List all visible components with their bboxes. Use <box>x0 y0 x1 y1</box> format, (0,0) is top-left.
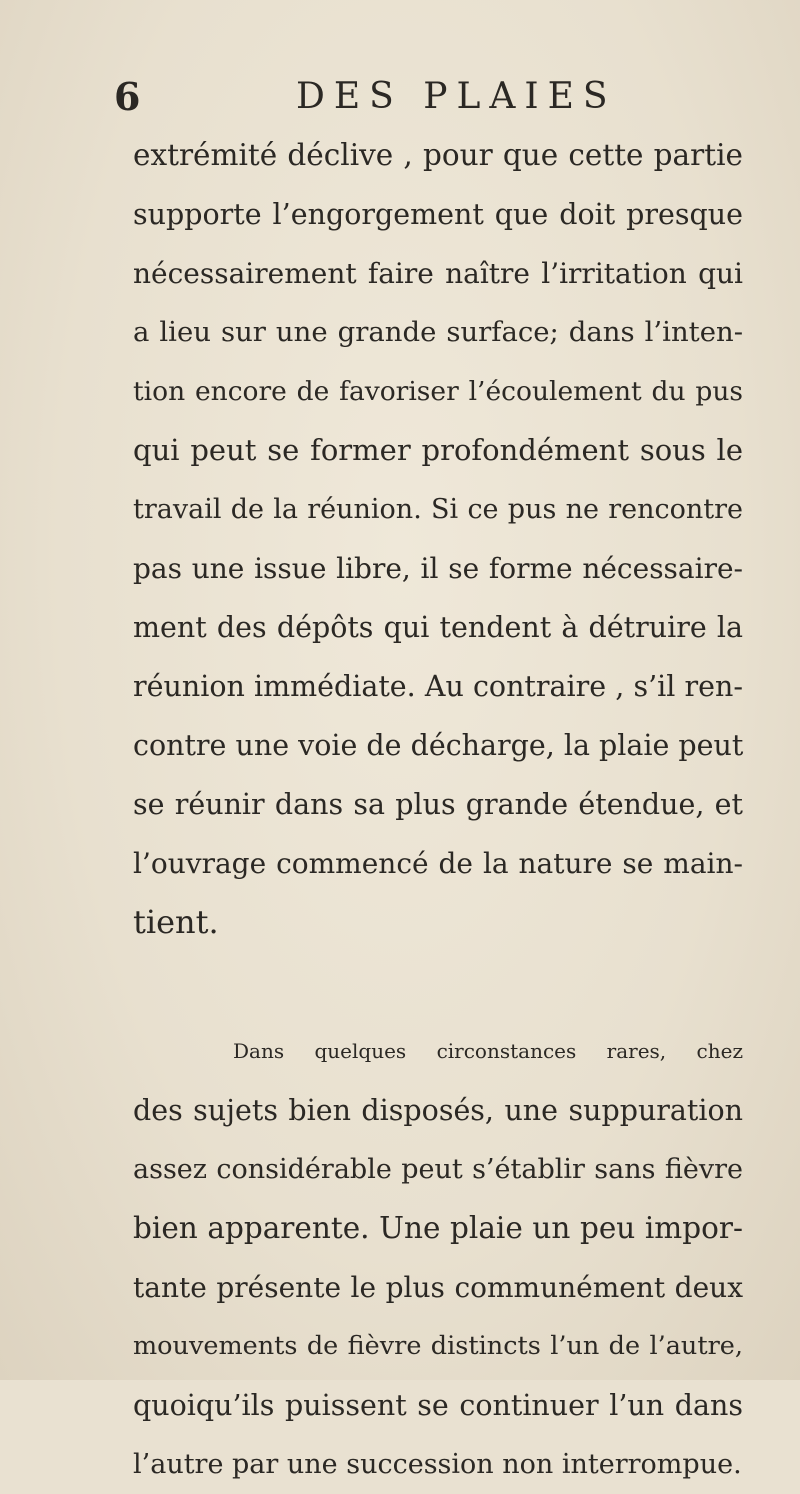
paragraph-spacer <box>133 952 743 1022</box>
text-line: assez considérable peut s’établir sans fièvre <box>133 1154 743 1185</box>
page-header <box>108 72 708 122</box>
text-line: des sujets bien disposés, une suppuration <box>133 1094 743 1127</box>
text-line: bien apparente. Une plaie un peu impor- <box>133 1211 743 1245</box>
text-line: tion encore de favoriser l’écoulement du pus <box>133 376 743 407</box>
text-line: a lieu sur une grande surface; dans l’inten- <box>133 316 743 348</box>
text-line: nécessairement faire naître l’irritation qui <box>133 257 743 290</box>
text-line: l’autre par une succession non interrompue. <box>133 1449 742 1480</box>
text-line: contre une voie de décharge, la plaie peut <box>133 729 744 762</box>
text-line: quoiqu’ils puissent se continuer l’un dans <box>133 1389 743 1422</box>
text-line: ment des dépôts qui tendent à détruire la <box>133 611 743 644</box>
text-line: supporte l’engorgement que doit presque <box>133 198 743 231</box>
body-text <box>133 126 743 1494</box>
text-line: travail de la réunion. Si ce pus ne rencontre <box>133 494 743 525</box>
running-title: DES PLAIES <box>296 76 617 117</box>
text-line: réunion immédiate. Au contraire , s’il ren- <box>133 670 743 703</box>
paragraph-2 <box>133 1022 743 1494</box>
text-line: tante présente le plus communément deux <box>133 1271 743 1304</box>
text-line: l’ouvrage commencé de la nature se main- <box>133 847 743 880</box>
text-line: Dans quelques circonstances rares, chez <box>233 1039 743 1063</box>
text-line: se réunir dans sa plus grande étendue, et <box>133 788 743 821</box>
text-line: extrémité déclive , pour que cette partie <box>133 138 743 172</box>
text-line: pas une issue libre, il se forme nécessaire- <box>133 552 743 585</box>
text-line: qui peut se former profondément sous le <box>133 433 743 467</box>
paragraph-1 <box>133 126 743 952</box>
text-line: mouvements de fièvre distincts l’un de l’autre, <box>133 1331 743 1361</box>
text-line: tient. <box>133 903 219 941</box>
page-number: 6 <box>114 74 141 119</box>
